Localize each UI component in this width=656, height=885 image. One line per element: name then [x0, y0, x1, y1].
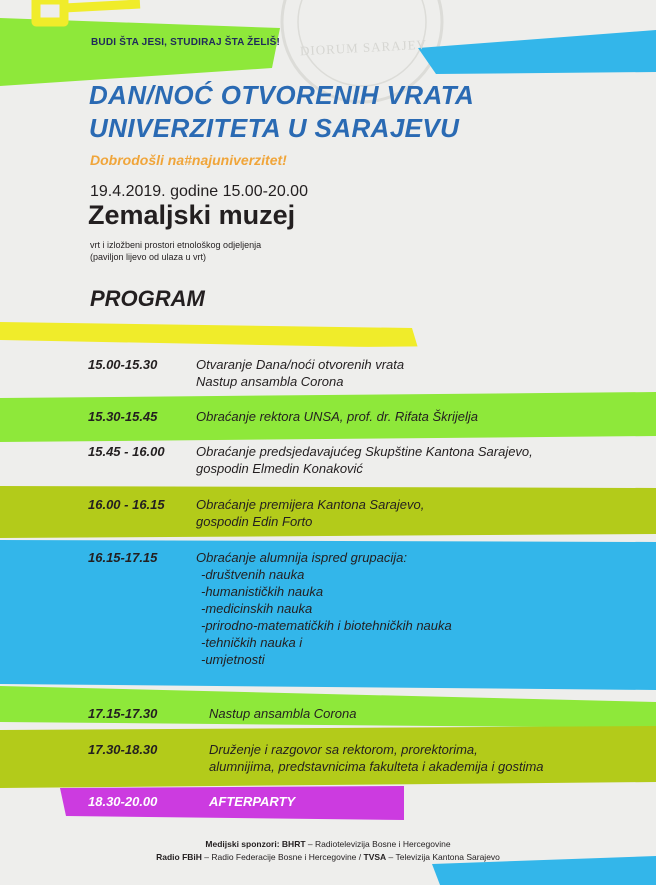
yellow-band	[0, 322, 418, 348]
footer-brand: TVSA	[363, 852, 387, 862]
footer-line-2	[0, 852, 656, 862]
program-time: 15.45 - 16.00	[88, 444, 165, 459]
welcome-text: Dobrodošli na#najuniverzitet!	[90, 152, 287, 168]
program-line: gospodin Elmedin Konaković	[196, 461, 363, 476]
program-line: Otvaranje Dana/noći otvorenih vrata	[196, 357, 405, 372]
program-description	[209, 741, 544, 775]
key-icon	[36, 0, 140, 22]
program-line: Obraćanje rektora UNSA, prof. dr. Rifata Škrijelja	[196, 409, 479, 424]
program-bullet: -društvenih nauka	[201, 567, 305, 582]
program-time: 16.15-17.15	[88, 550, 158, 565]
program-description	[196, 356, 404, 390]
program-description	[196, 408, 478, 425]
program-line: Obraćanje predsjedavajućeg Skupštine Kantona Sarajevo,	[196, 444, 533, 459]
program-time: 15.00-15.30	[88, 357, 158, 372]
program-description	[209, 793, 295, 810]
header-blue-band	[418, 30, 656, 74]
program-description	[196, 549, 452, 668]
program-line: Druženje i razgovor sa rektorom, prorektorima,	[209, 742, 478, 757]
footer-label: Medijski sponzori:	[205, 839, 280, 849]
program-time: 18.30-20.00	[88, 794, 158, 809]
program-time: 17.15-17.30	[88, 706, 158, 721]
program-line: gospodin Edin Forto	[196, 514, 313, 529]
program-description	[196, 443, 533, 477]
program-line: alumnijima, predstavnicima fakulteta i akademija i gostima	[209, 759, 544, 774]
program-description	[196, 496, 424, 530]
seal-text: DIORUM SARAJEV	[299, 36, 428, 59]
program-line: Nastup ansambla Corona	[209, 706, 357, 721]
footer-text: – Televizija Kantona Sarajevo	[386, 852, 500, 862]
program-time: 16.00 - 16.15	[88, 497, 165, 512]
program-line: Nastup ansambla Corona	[196, 374, 344, 389]
program-bullet: -medicinskih nauka	[201, 601, 313, 616]
page-title-line1: DAN/NOĆ OTVORENIH VRATA	[89, 80, 475, 110]
tagline: BUDI ŠTA JESI, STUDIRAJ ŠTA ŽELIŠ!	[91, 37, 281, 48]
program-bullet: -umjetnosti	[201, 652, 265, 667]
program-bullet: -tehničkih nauka i	[201, 635, 303, 650]
footer-text: – Radiotelevizija Bosne i Hercegovine	[305, 839, 451, 849]
header-green-band	[0, 18, 280, 86]
program-line: AFTERPARTY	[209, 794, 296, 809]
footer-brand: Radio FBiH	[156, 852, 202, 862]
venue-note-line2: (paviljon lijevo od ulaza u vrt)	[90, 252, 207, 262]
program-description	[209, 705, 356, 722]
program-bullet: -prirodno-matematičkih i biotehničkih nauka	[201, 618, 452, 633]
venue-note-line1: vrt i izložbeni prostori etnološkog odjeljenja	[90, 240, 262, 250]
event-date: 19.4.2019. godine 15.00-20.00	[90, 183, 308, 200]
footer-line-1	[0, 839, 656, 849]
program-line: Obraćanje alumnija ispred grupacija:	[196, 550, 408, 565]
program-bullet: -humanističkih nauka	[201, 584, 324, 599]
page-title-line2: UNIVERZITETA U SARAJEVU	[89, 113, 460, 143]
footer-text: – Radio Federacije Bosne i Hercegovine /	[201, 852, 364, 862]
program-heading: PROGRAM	[90, 286, 205, 311]
venue-name: Zemaljski muzej	[88, 200, 296, 230]
program-time: 15.30-15.45	[88, 409, 158, 424]
footer-brand: BHRT	[281, 839, 306, 849]
program-line: Obraćanje premijera Kantona Sarajevo,	[196, 497, 425, 512]
program-time: 17.30-18.30	[88, 742, 158, 757]
